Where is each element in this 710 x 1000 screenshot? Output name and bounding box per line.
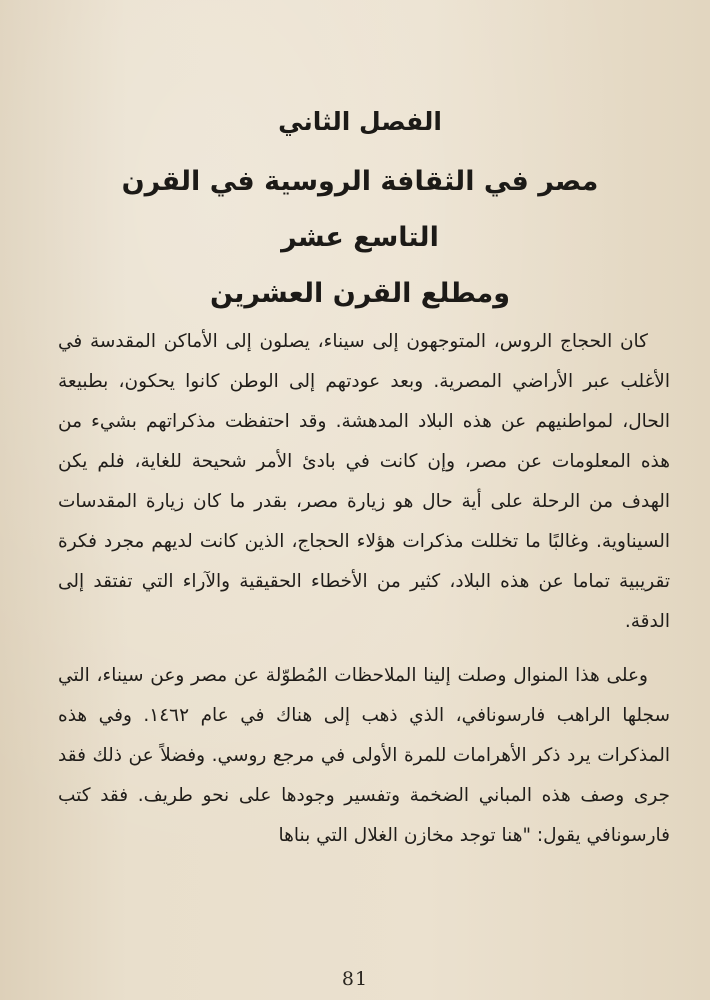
paragraph-2: وعلى هذا المنوال وصلت إلينا الملاحظات المُطوّلة عن مصر وعن سيناء، التي سجلها الراهب فارسونافي، الذي ذهب إلى هناك في عام ١٤٦٢. وفي هذه المذكرات يرد ذكر الأهرامات للمرة الأولى في مرجع روسي. وفضلاً عن ذلك فقد جرى وصف هذه المباني الضخمة وتفسير وجودها على نحو طريف. فقد كتب فارسونافي يقول: "هنا توجد مخازن الغلال التي بناها bbox=[58, 665, 670, 846]
chapter-title-line-2: ومطلع القرن العشرين bbox=[209, 278, 511, 309]
chapter-title bbox=[120, 154, 600, 322]
paragraph-1: كان الحجاج الروس، المتوجهون إلى سيناء، يصلون إلى الأماكن المقدسة في الأغلب عبر الأراضي المصرية. وبعد عودتهم إلى الوطن كانوا يحكون، بطبيعة الحال، لمواطنيهم عن هذه البلاد المدهشة. وقد احتفظت مذكراتهم بشيء من هذه المعلومات عن مصر، وإن كانت في بادئ الأمر شحيحة للغاية، فلم يكن الهدف من الرحلة على أية حال هو زيارة مصر، بقدر ما كان زيارة المقدسات السيناوية. وغالبًا ما تخللت مذكرات هؤلاء الحجاج، الذين كانت لديهم مجرد فكرة تقريبية تماما عن هذه البلاد، كثير من الأخطاء الحقيقية والآراء التي تفتقد إلى الدقة. bbox=[58, 331, 670, 632]
chapter-label: الفصل الثاني bbox=[278, 107, 442, 136]
chapter-title-line-1: مصر في الثقافة الروسية في القرن التاسع عشر bbox=[121, 166, 599, 253]
chapter-heading bbox=[120, 98, 600, 322]
body-text bbox=[58, 322, 670, 856]
page-number: 81 bbox=[341, 968, 369, 990]
